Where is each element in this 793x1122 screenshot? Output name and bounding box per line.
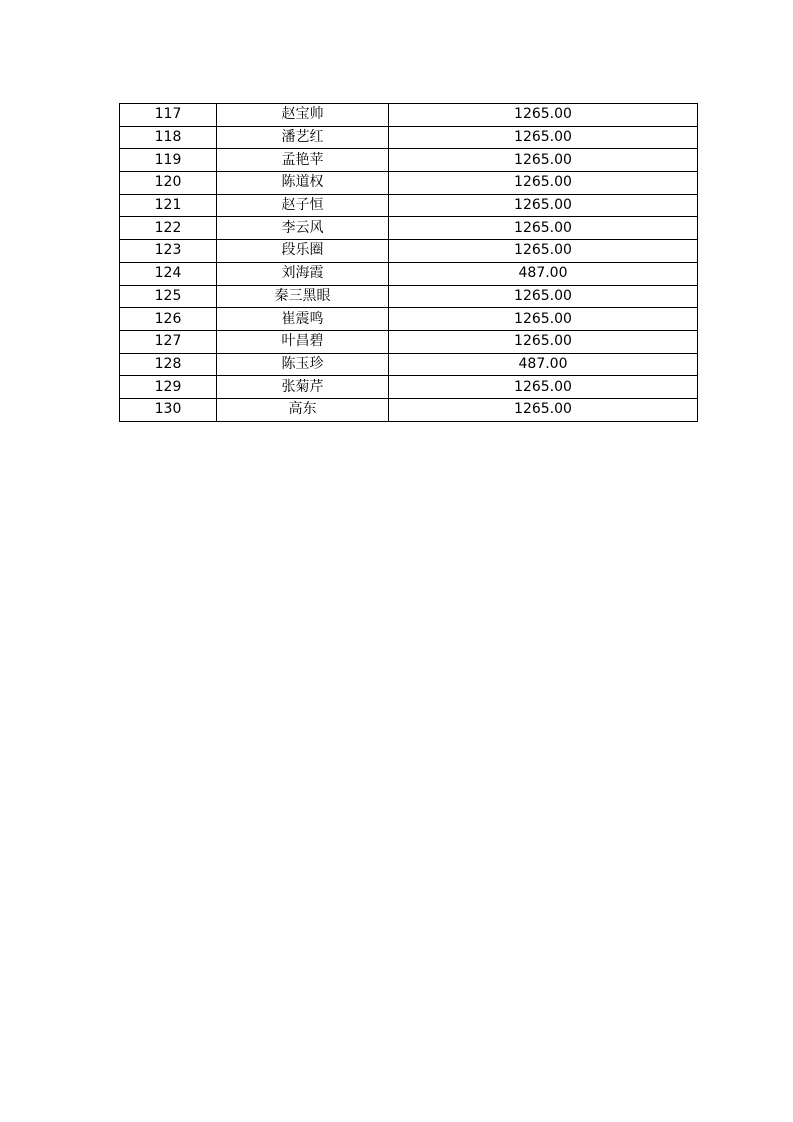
row-number: 128 — [120, 353, 217, 376]
person-name: 高东 — [217, 398, 389, 421]
table-row — [120, 398, 698, 421]
amount: 487.00 — [389, 262, 698, 285]
amount: 487.00 — [389, 353, 698, 376]
row-number: 121 — [120, 194, 217, 217]
person-name: 叶昌碧 — [217, 330, 389, 353]
amount: 1265.00 — [389, 126, 698, 149]
table-row — [120, 240, 698, 263]
amount: 1265.00 — [389, 398, 698, 421]
table-row — [120, 262, 698, 285]
amount: 1265.00 — [389, 308, 698, 331]
amount: 1265.00 — [389, 172, 698, 195]
row-number: 122 — [120, 217, 217, 240]
person-name: 陈玉珍 — [217, 353, 389, 376]
row-number: 118 — [120, 126, 217, 149]
amount: 1265.00 — [389, 376, 698, 399]
row-number: 126 — [120, 308, 217, 331]
table-row — [120, 285, 698, 308]
amount: 1265.00 — [389, 194, 698, 217]
table-row — [120, 104, 698, 127]
person-name: 陈道权 — [217, 172, 389, 195]
row-number: 129 — [120, 376, 217, 399]
row-number: 127 — [120, 330, 217, 353]
person-name: 李云风 — [217, 217, 389, 240]
table-row — [120, 353, 698, 376]
person-name: 秦三黑眼 — [217, 285, 389, 308]
table-row — [120, 172, 698, 195]
row-number: 119 — [120, 149, 217, 172]
person-name: 赵子恒 — [217, 194, 389, 217]
amount: 1265.00 — [389, 285, 698, 308]
table-row — [120, 308, 698, 331]
row-number: 130 — [120, 398, 217, 421]
table-row — [120, 194, 698, 217]
table-row — [120, 217, 698, 240]
payment-table — [119, 103, 698, 422]
amount: 1265.00 — [389, 217, 698, 240]
table-row — [120, 376, 698, 399]
amount: 1265.00 — [389, 104, 698, 127]
person-name: 段乐圈 — [217, 240, 389, 263]
row-number: 123 — [120, 240, 217, 263]
row-number: 117 — [120, 104, 217, 127]
person-name: 孟艳苹 — [217, 149, 389, 172]
row-number: 124 — [120, 262, 217, 285]
person-name: 潘艺红 — [217, 126, 389, 149]
person-name: 崔震鸣 — [217, 308, 389, 331]
person-name: 张菊芹 — [217, 376, 389, 399]
table-row — [120, 330, 698, 353]
amount: 1265.00 — [389, 330, 698, 353]
table-row — [120, 149, 698, 172]
row-number: 125 — [120, 285, 217, 308]
table-row — [120, 126, 698, 149]
amount: 1265.00 — [389, 240, 698, 263]
person-name: 刘海霞 — [217, 262, 389, 285]
amount: 1265.00 — [389, 149, 698, 172]
person-name: 赵宝帅 — [217, 104, 389, 127]
row-number: 120 — [120, 172, 217, 195]
